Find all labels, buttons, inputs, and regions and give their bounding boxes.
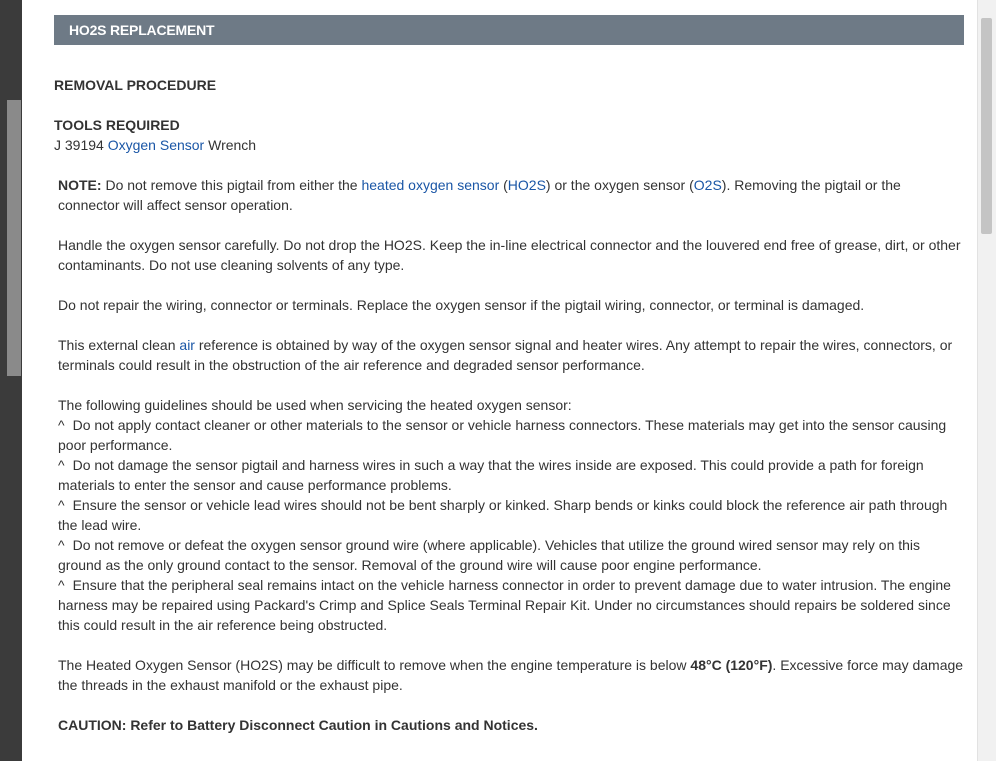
note-text-4: ). Removing the pigtail or the connector will affect sensor operation. bbox=[58, 177, 901, 213]
temperature-value: 48°C (120°F) bbox=[690, 657, 773, 673]
temp-text-2: . Excessive force may damage the threads in the exhaust manifold or the exhaust pipe. bbox=[58, 657, 964, 693]
handle-paragraph: Handle the oxygen sensor carefully. Do not drop the HO2S. Keep the in-line electrical connector and the louvered end free of grease, dirt, or other contaminants. Do not use cleaning solvents of any type. bbox=[58, 237, 961, 273]
guideline-item bbox=[54, 535, 964, 575]
guideline-text: Ensure that the peripheral seal remains intact on the vehicle harness connector in order to prevent damage due to water intrusion. The engine harness may be repaired using Packard's Crimp and Splice Seals Terminal Repair Kit. Under no circumstances should repairs be soldered since this could result in the air reference being obstructed. bbox=[58, 577, 951, 633]
bullet-marker: ^ bbox=[58, 417, 65, 433]
scrollbar-thumb[interactable] bbox=[981, 18, 992, 234]
air-text-1: This external clean bbox=[58, 337, 180, 353]
bullet-marker: ^ bbox=[58, 497, 65, 513]
air-text-2: reference is obtained by way of the oxygen sensor signal and heater wires. Any attempt to repair the wires, connectors, or terminals could result in the obstruction of the air reference and degraded sensor performance. bbox=[58, 337, 953, 373]
guideline-text: Ensure the sensor or vehicle lead wires should not be bent sharply or kinked. Sharp bends or kinks could block the reference air path through the lead wire. bbox=[58, 497, 948, 533]
bullet-marker: ^ bbox=[58, 537, 65, 553]
note-label: NOTE: bbox=[58, 177, 102, 193]
oxygen-sensor-link[interactable]: Oxygen Sensor bbox=[107, 137, 205, 153]
background-page bbox=[0, 0, 22, 761]
note-paragraph bbox=[54, 175, 964, 215]
repair-paragraph: Do not repair the wiring, connector or terminals. Replace the oxygen sensor if the pigtail wiring, connector, or terminal is damaged. bbox=[58, 297, 865, 313]
o2s-link[interactable]: O2S bbox=[693, 177, 722, 193]
bullet-marker: ^ bbox=[58, 577, 65, 593]
heated-oxygen-sensor-link[interactable]: heated oxygen sensor bbox=[361, 177, 500, 193]
note-text-1: Do not remove this pigtail from either the bbox=[101, 177, 362, 193]
removal-heading: REMOVAL PROCEDURE bbox=[54, 77, 217, 93]
bullet-marker: ^ bbox=[58, 457, 65, 473]
tools-item-prefix: J 39194 bbox=[54, 137, 108, 153]
tools-item-suffix: Wrench bbox=[204, 137, 257, 153]
guidelines-block bbox=[54, 395, 964, 635]
document-modal bbox=[22, 0, 996, 761]
guideline-item bbox=[54, 415, 964, 455]
guidelines-intro: The following guidelines should be used when servicing the heated oxygen sensor: bbox=[58, 397, 572, 413]
tools-item bbox=[54, 135, 964, 155]
ho2s-link[interactable]: HO2S bbox=[507, 177, 546, 193]
background-scrollbar bbox=[7, 100, 21, 376]
caution-text: CAUTION: Refer to Battery Disconnect Caution in Cautions and Notices. bbox=[58, 717, 538, 733]
guideline-text: Do not apply contact cleaner or other materials to the sensor or vehicle harness connectors. These materials may get into the sensor causing poor performance. bbox=[58, 417, 947, 453]
air-link[interactable]: air bbox=[179, 337, 195, 353]
tools-heading: TOOLS REQUIRED bbox=[54, 117, 180, 133]
guideline-text: Do not remove or defeat the oxygen sensor ground wire (where applicable). Vehicles that utilize the ground wired sensor may rely on this ground as the only ground contact to the sensor. Removal of the ground wire will cause poor engine performance. bbox=[58, 537, 921, 573]
temperature-paragraph bbox=[54, 655, 964, 695]
note-text-2: ( bbox=[499, 177, 508, 193]
temp-text-1: The Heated Oxygen Sensor (HO2S) may be difficult to remove when the engine temperature is below bbox=[58, 657, 691, 673]
vertical-scrollbar[interactable] bbox=[977, 0, 996, 761]
document-content bbox=[54, 15, 964, 735]
guideline-item bbox=[54, 455, 964, 495]
guideline-text: Do not damage the sensor pigtail and harness wires in such a way that the wires inside are exposed. This could provide a path for foreign materials to enter the sensor and cause performance problems. bbox=[58, 457, 924, 493]
guideline-item bbox=[54, 575, 964, 635]
guideline-item bbox=[54, 495, 964, 535]
note-text-3: ) or the oxygen sensor ( bbox=[545, 177, 694, 193]
page-title: HO2S REPLACEMENT bbox=[54, 15, 964, 45]
air-reference-paragraph bbox=[54, 335, 964, 375]
